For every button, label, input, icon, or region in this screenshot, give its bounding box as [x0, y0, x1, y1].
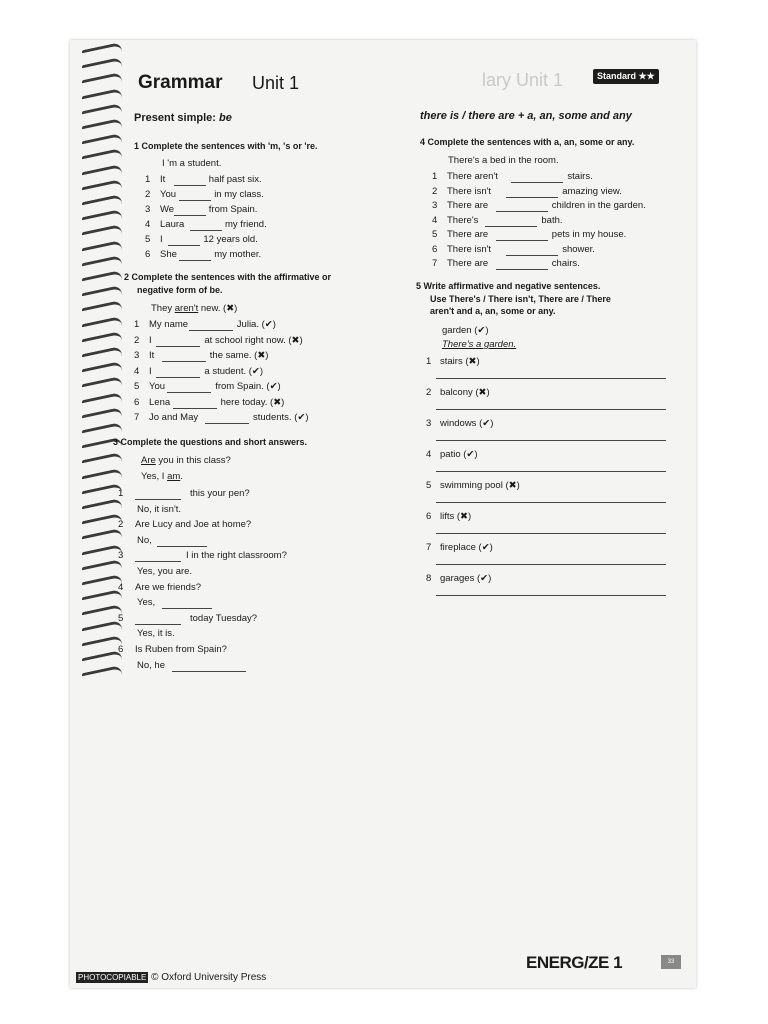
spiral-coil: [82, 239, 122, 258]
answer-blank[interactable]: [162, 608, 212, 609]
item-rest: Julia. (✔): [236, 319, 276, 330]
answer-blank[interactable]: [173, 408, 217, 409]
answer-blank[interactable]: [506, 197, 558, 198]
item-subject: My name: [149, 319, 189, 330]
item-prompt: windows (✔): [440, 418, 494, 429]
item-subject: It: [160, 174, 166, 185]
item-subject: Laura: [160, 219, 185, 230]
answer-text: Yes, it is.: [137, 628, 175, 640]
exercise-4-heading: 4 Complete the sentences with a, an, some or any.: [420, 137, 635, 147]
question-text: this your pen?: [190, 488, 250, 499]
spiral-coil: [82, 619, 122, 638]
item-number: 2: [426, 387, 432, 398]
spiral-coil: [82, 148, 122, 167]
level-badge: Standard ★★: [593, 69, 659, 84]
bleed-through-text: lary Unit 1: [482, 70, 564, 90]
item-subject: I: [149, 365, 152, 377]
item-number: 4: [134, 365, 140, 377]
answer-blank[interactable]: [135, 561, 181, 562]
spiral-coil: [82, 194, 122, 213]
exercise-3-example-answer: Yes, I am.: [141, 471, 183, 482]
answer-blank[interactable]: [496, 240, 548, 241]
spiral-coil: [82, 270, 122, 289]
spiral-coil: [82, 224, 122, 243]
answer-blank[interactable]: [156, 377, 200, 378]
answer-blank[interactable]: [485, 226, 537, 227]
item-number: 6: [134, 396, 140, 408]
item-number: 7: [426, 542, 432, 553]
item-number: 1: [426, 356, 432, 367]
item-rest: from Spain.: [208, 204, 258, 215]
item-number: 4: [145, 219, 151, 230]
item-prompt: garages (✔): [440, 573, 492, 584]
brand-logo: ENERG/ZE 1: [526, 953, 623, 972]
exercise-3-example-question: Are you in this class?: [141, 455, 231, 466]
exercise-2-heading-line2: negative form of be.: [137, 285, 223, 295]
spiral-coil: [82, 300, 122, 319]
item-number: 3: [432, 200, 438, 211]
answer-blank[interactable]: [436, 440, 666, 441]
spiral-coil: [82, 498, 122, 517]
answer-blank[interactable]: [157, 546, 207, 547]
answer-blank[interactable]: [190, 230, 222, 231]
exercise-5-heading-line2: Use There's / There isn't, There are / There: [430, 294, 611, 304]
spiral-coil: [82, 179, 122, 198]
item-rest: the same. (✖): [209, 350, 269, 361]
answer-text: No,: [137, 534, 152, 546]
item-rest: students. (✔): [253, 412, 309, 423]
item-prompt: swimming pool (✖): [440, 480, 520, 491]
item-subject: You: [160, 189, 177, 200]
item-number: 7: [432, 258, 438, 269]
item-number: 4: [118, 581, 124, 593]
item-prompt: stairs (✖): [440, 356, 480, 367]
spiral-coil: [82, 650, 122, 669]
question-text: I in the right classroom?: [186, 550, 287, 562]
item-number: 5: [426, 480, 432, 491]
page-number: 33: [661, 955, 681, 969]
footer-copyright: PHOTOCOPIABLE © Oxford University Press: [78, 972, 267, 983]
exercise-3-heading: 3 Complete the questions and short answers.: [113, 437, 308, 447]
answer-blank[interactable]: [189, 330, 233, 331]
item-number: 3: [145, 204, 151, 215]
item-subject: There aren't: [447, 171, 498, 182]
answer-text: No, it isn't.: [137, 503, 182, 515]
item-number: 5: [134, 381, 140, 392]
item-rest: in my class.: [214, 189, 264, 200]
exercise-5-heading: 5 Write affirmative and negative sentences.: [416, 281, 601, 291]
item-number: 8: [426, 573, 432, 584]
spiral-coil: [82, 635, 122, 654]
item-number: 1: [118, 488, 124, 499]
item-rest: chairs.: [551, 258, 580, 269]
answer-blank[interactable]: [205, 423, 249, 424]
item-number: 6: [145, 249, 151, 260]
item-number: 5: [432, 229, 438, 240]
answer-blank[interactable]: [436, 564, 666, 565]
item-prompt: lifts (✖): [440, 511, 472, 522]
item-prompt: balcony (✖): [440, 387, 490, 398]
item-rest: at school right now. (✖): [204, 334, 303, 346]
item-number: 2: [145, 189, 151, 200]
exercise-2-heading: 2 Complete the sentences with the affirmative or: [124, 272, 332, 282]
answer-blank[interactable]: [496, 269, 548, 270]
item-subject: She: [160, 249, 177, 260]
item-number: 6: [432, 243, 438, 255]
section-title-right: there is / there are + a, an, some and any: [420, 110, 632, 122]
answer-blank[interactable]: [436, 502, 666, 503]
section-title-left: Present simple: be: [134, 112, 232, 124]
item-subject: It: [149, 350, 155, 361]
exercise-5-example-item: garden (✔): [442, 325, 489, 336]
answer-blank[interactable]: [511, 182, 563, 183]
item-rest: children in the garden.: [551, 200, 646, 211]
spiral-coil: [82, 528, 122, 547]
answer-blank[interactable]: [167, 392, 211, 393]
item-rest: 12 years old.: [203, 234, 258, 245]
item-subject: There isn't: [447, 185, 492, 197]
spiral-coil: [82, 483, 122, 502]
item-number: 2: [432, 185, 438, 197]
item-subject: There are: [447, 258, 489, 269]
item-rest: a student. (✔): [204, 365, 264, 377]
spiral-coil: [82, 452, 122, 471]
exercise-5-example-answer: There's a garden.: [442, 339, 517, 350]
exercise-5-heading-line3: aren't and a, an, some or any.: [430, 306, 556, 316]
spiral-coil: [82, 665, 122, 684]
item-number: 6: [426, 511, 432, 522]
answer-blank[interactable]: [506, 255, 558, 256]
spiral-coil: [82, 346, 122, 365]
answer-blank[interactable]: [174, 215, 206, 216]
item-rest: pets in my house.: [551, 229, 627, 240]
spiral-coil: [82, 331, 122, 350]
answer-blank[interactable]: [135, 499, 181, 500]
question-text: today Tuesday?: [190, 612, 258, 624]
item-subject: Lena: [149, 396, 171, 408]
item-number: 3: [118, 550, 124, 562]
answer-blank[interactable]: [179, 200, 211, 201]
question-text: Are Lucy and Joe at home?: [135, 519, 252, 531]
spiral-binding: [74, 46, 124, 686]
item-prompt: fireplace (✔): [440, 542, 493, 553]
item-subject: There isn't: [447, 243, 492, 255]
item-rest: shower.: [562, 243, 595, 255]
item-rest: half past six.: [208, 174, 262, 185]
item-number: 1: [432, 171, 438, 182]
answer-blank[interactable]: [168, 245, 200, 246]
spiral-coil: [82, 118, 122, 137]
answer-blank[interactable]: [436, 409, 666, 410]
page-title: Grammar: [138, 72, 223, 93]
spiral-coil: [82, 103, 122, 122]
item-subject: There are: [447, 200, 489, 211]
spiral-coil: [82, 604, 122, 623]
item-number: 6: [118, 644, 124, 655]
item-prompt: patio (✔): [440, 449, 478, 460]
item-rest: stairs.: [567, 171, 593, 182]
item-subject: We: [160, 204, 175, 215]
answer-blank[interactable]: [162, 361, 206, 362]
item-rest: my friend.: [225, 219, 267, 230]
answer-text: Yes,: [137, 597, 156, 609]
unit-label: Unit 1: [252, 73, 300, 93]
item-rest: here today. (✖): [220, 396, 285, 408]
item-subject: You: [149, 381, 166, 392]
answer-text: No, he: [137, 659, 165, 671]
item-subject: Jo and May: [149, 412, 199, 423]
spiral-coil: [82, 72, 122, 91]
item-rest: my mother.: [214, 249, 262, 260]
item-number: 3: [426, 418, 432, 429]
spiral-coil: [82, 407, 122, 426]
answer-blank[interactable]: [436, 378, 666, 379]
spiral-coil: [82, 574, 122, 593]
spiral-coil: [82, 87, 122, 106]
item-subject: There are: [447, 229, 489, 240]
answer-blank[interactable]: [135, 624, 181, 625]
spiral-coil: [82, 467, 122, 486]
item-number: 4: [432, 214, 438, 226]
item-rest: from Spain. (✔): [215, 381, 281, 392]
answer-blank[interactable]: [496, 211, 548, 212]
spiral-coil: [82, 163, 122, 182]
exercise-2-example: They aren't new. (✖): [151, 303, 238, 314]
answer-blank[interactable]: [436, 595, 666, 596]
item-subject: I: [160, 234, 163, 245]
item-number: 4: [426, 449, 432, 460]
answer-blank[interactable]: [174, 185, 206, 186]
spiral-coil: [82, 543, 122, 562]
item-number: 1: [134, 319, 140, 330]
item-number: 2: [118, 519, 124, 531]
question-text: Is Ruben from Spain?: [135, 644, 227, 655]
exercise-4-example: There's a bed in the room.: [448, 155, 559, 166]
answer-blank[interactable]: [436, 533, 666, 534]
question-text: Are we friends?: [135, 581, 202, 593]
answer-blank[interactable]: [179, 260, 211, 261]
item-number: 1: [145, 174, 151, 185]
item-rest: bath.: [541, 214, 563, 226]
answer-blank[interactable]: [172, 671, 246, 672]
item-subject: I: [149, 334, 152, 346]
item-number: 3: [134, 350, 140, 361]
item-number: 5: [145, 234, 151, 245]
answer-blank[interactable]: [156, 346, 200, 347]
item-rest: amazing view.: [562, 185, 622, 197]
answer-text: Yes, you are.: [137, 566, 193, 577]
spiral-coil: [82, 391, 122, 410]
exercise-1-example: I 'm a student.: [162, 158, 222, 169]
answer-blank[interactable]: [436, 471, 666, 472]
item-subject: There's: [447, 214, 479, 226]
item-number: 2: [134, 334, 140, 346]
item-number: 5: [118, 612, 124, 624]
spiral-coil: [82, 315, 122, 334]
item-number: 7: [134, 412, 140, 423]
spiral-coil: [82, 559, 122, 578]
exercise-1-heading: 1 Complete the sentences with 'm, 's or 're.: [134, 141, 318, 151]
spiral-coil: [82, 255, 122, 274]
spiral-coil: [82, 376, 122, 395]
